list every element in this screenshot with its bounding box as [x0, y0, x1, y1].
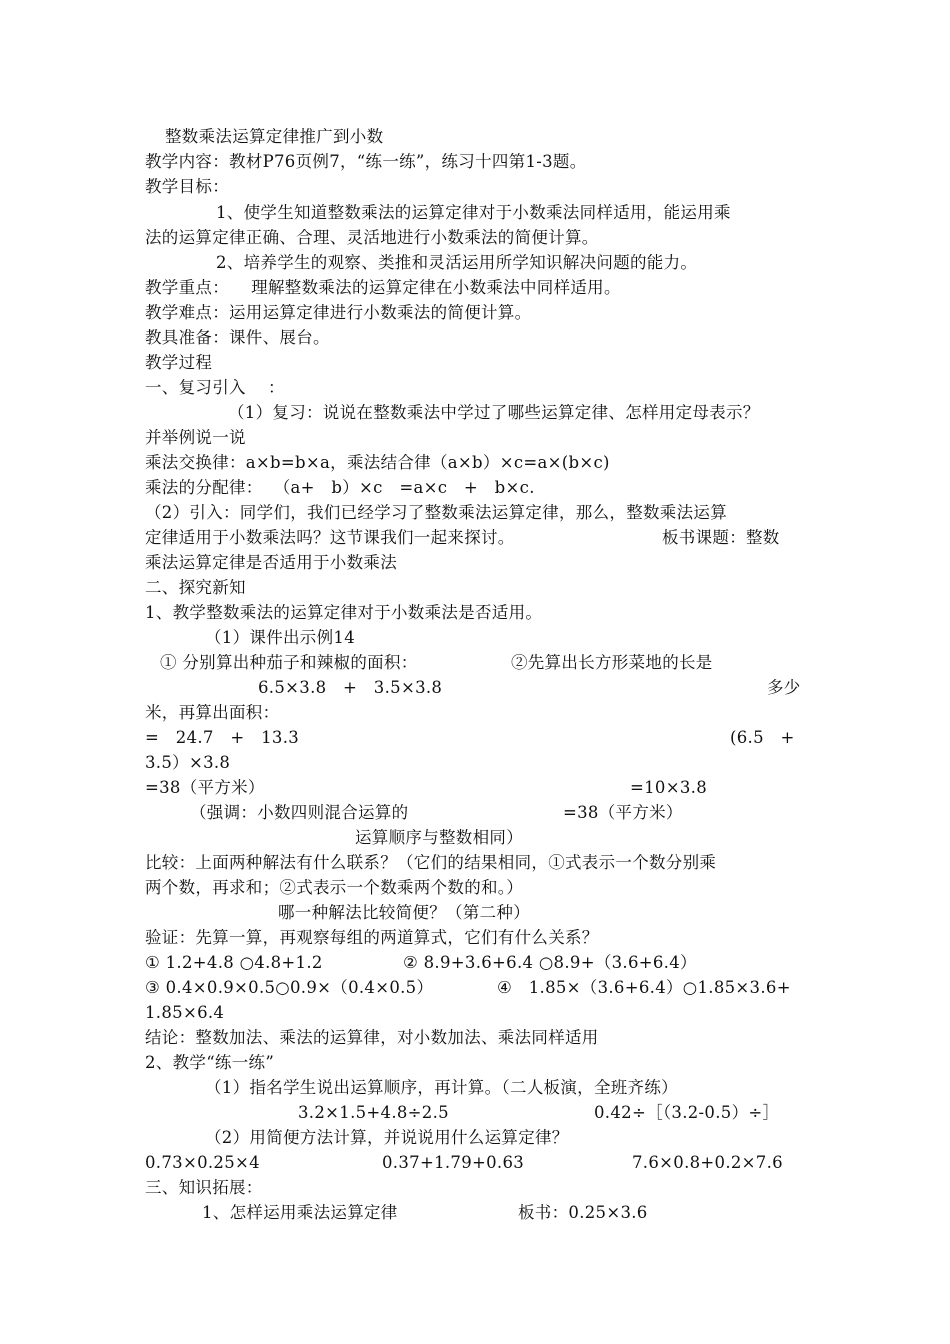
- goal-1a: 1、使学生知道整数乘法的运算定律对于小数乘法同样适用，能运用乘: [216, 203, 731, 222]
- topic-1: 1、教学整数乘法的运算定律对于小数乘法是否适用。: [145, 603, 543, 622]
- law-2: 乘法的分配律： （a+ b）×c =a×c + b×c.: [145, 478, 535, 497]
- extend-1b: 板书：0.25×3.6: [518, 1203, 648, 1222]
- law-1: 乘法交换律：a×b=b×a，乘法结合律（a×b）×c=a×(b×c): [145, 453, 610, 472]
- extend-1: 1、怎样运用乘法运算定律: [202, 1203, 398, 1222]
- method-1-expr: 6.5×3.8 + 3.5×3.8: [258, 678, 443, 697]
- review-a: （1）复习：说说在整数乘法中学过了哪些运算定律、怎样用定母表示？: [228, 403, 760, 422]
- verify-1: ① 1.2+4.8 ○4.8+1.2: [145, 953, 323, 972]
- method-2-r1: (6.5 +: [730, 728, 795, 747]
- topic-2: 2、教学“练一练”: [145, 1053, 275, 1072]
- method-1-r1: = 24.7 + 13.3: [145, 728, 300, 747]
- practice-1-e1: 3.2×1.5+4.8÷2.5: [298, 1103, 449, 1122]
- difficulty: 教学难点：运用运算定律进行小数乘法的简便计算。: [145, 303, 532, 322]
- intro-a: （2）引入：同学们，我们已经学习了整数乘法运算定律，那么，整数乘法运算: [145, 503, 727, 522]
- tools: 教具准备：课件、展台。: [145, 328, 330, 347]
- goal-heading: 教学目标：: [145, 177, 229, 196]
- method-1: ① 分别算出种茄子和辣椒的面积：: [160, 653, 418, 672]
- practice-1: （1）指名学生说出运算顺序，再计算。（二人板演，全班齐练）: [205, 1078, 678, 1097]
- goal-1b: 法的运算定律正确、合理、灵活地进行小数乘法的简便计算。: [145, 228, 599, 247]
- intro-b2: 板书课题：整数: [662, 528, 780, 547]
- verify-4b: 1.85×6.4: [145, 1003, 225, 1022]
- practice-2: （2）用简便方法计算，并说说用什么运算定律？: [205, 1128, 569, 1147]
- review-b: 并举例说一说: [145, 428, 246, 447]
- verify-4: ④ 1.85×（3.6+6.4）○1.85×3.6+: [497, 978, 791, 997]
- method-2: ②先算出长方形菜地的长是: [511, 653, 713, 672]
- compare-a: 比较：上面两种解法有什么联系？（它们的结果相同，①式表示一个数分别乘: [145, 853, 717, 872]
- verify: 验证：先算一算，再观察每组的两道算式，它们有什么关系？: [145, 928, 599, 947]
- practice-2-e1: 0.73×0.25×4: [145, 1153, 260, 1172]
- method-2-c: 米，再算出面积：: [145, 703, 280, 722]
- verify-3: ③ 0.4×0.9×0.5○0.9×（0.4×0.5）: [145, 978, 434, 997]
- practice-2-e3: 7.6×0.8+0.2×7.6: [632, 1153, 783, 1172]
- conclusion: 结论：整数加法、乘法的运算律，对小数加法、乘法同样适用: [145, 1028, 599, 1047]
- example-14: （1）课件出示例14: [205, 628, 355, 647]
- section-3: 三、知识拓展：: [145, 1178, 263, 1197]
- method-2-r1b: 3.5）×3.8: [145, 753, 231, 772]
- method-2-r2: =10×3.8: [630, 778, 707, 797]
- compare-c: 哪一种解法比较简便？（第二种）: [278, 903, 530, 922]
- key-point: 教学重点： 理解整数乘法的运算定律在小数乘法中同样适用。: [145, 278, 621, 297]
- practice-2-e2: 0.37+1.79+0.63: [382, 1153, 525, 1172]
- intro-c: 乘法运算定律是否适用于小数乘法: [145, 553, 397, 572]
- emphasis-a: （强调：小数四则混合运算的: [190, 803, 409, 822]
- doc-title: 整数乘法运算定律推广到小数: [165, 127, 384, 146]
- compare-b: 两个数，再求和；②式表示一个数乘两个数的和。）: [145, 878, 524, 897]
- method-2-b: 多少: [767, 678, 801, 697]
- goal-2: 2、培养学生的观察、类推和灵活运用所学知识解决问题的能力。: [216, 253, 698, 272]
- intro-b1: 定律适用于小数乘法吗？这节课我们一起来探讨。: [145, 528, 515, 547]
- practice-1-e2: 0.42÷［（3.2-0.5）÷］: [594, 1103, 780, 1122]
- teaching-content: 教学内容：教材P76页例7，“练一练”，练习十四第1-3题。: [145, 152, 587, 171]
- section-2: 二、探究新知: [145, 578, 246, 597]
- verify-2: ② 8.9+3.6+6.4 ○8.9+（3.6+6.4）: [403, 953, 697, 972]
- emphasis-b: 运算顺序与整数相同）: [355, 828, 523, 847]
- process-heading: 教学过程: [145, 353, 213, 372]
- section-1: 一、复习引入 ：: [145, 378, 285, 397]
- method-1-r2: =38（平方米）: [145, 778, 265, 797]
- method-2-r3: =38（平方米）: [563, 803, 683, 822]
